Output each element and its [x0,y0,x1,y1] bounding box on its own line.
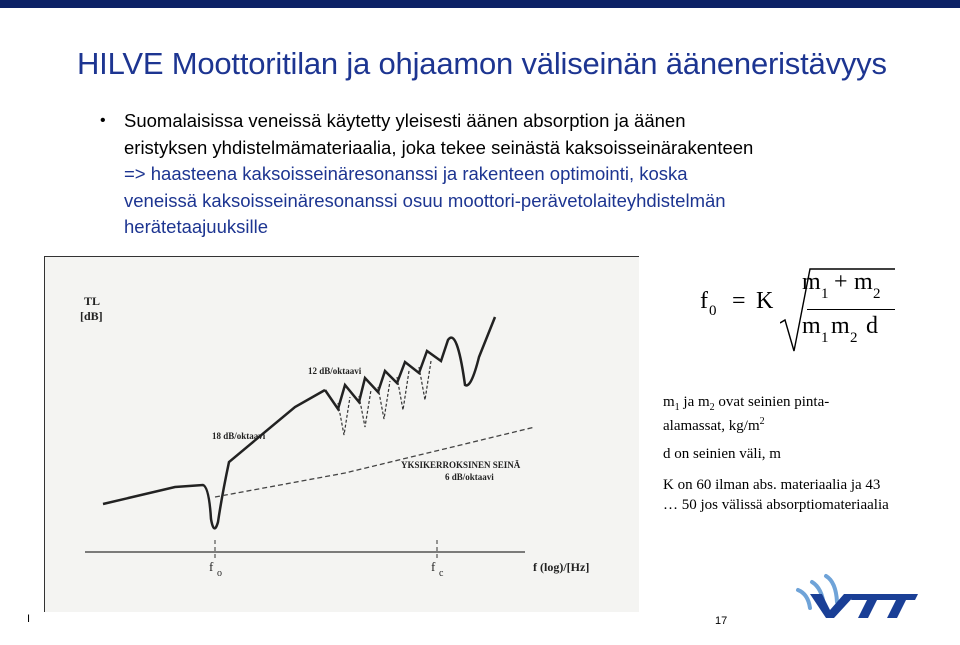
label-12db: 12 dB/oktaavi [308,366,362,376]
formula-den-m1: m [802,313,821,339]
desc-m1: m [663,394,675,410]
bullet-line-2: eristyksen yhdistelmämateriaalia, joka tekee seinästä kaksoisseinärakenteen [124,136,754,158]
x-label-f0: f [209,559,214,574]
label-single-wall: YKSIKERROKSINEN SEINÄ [401,460,521,470]
formula-num-m1: m [802,269,821,295]
fraction-bar [807,309,895,310]
resonance-formula [698,265,948,355]
desc-k-text-1: K on 60 ilman abs. materiaalia ja 43 [663,477,881,493]
y-axis-label-db: [dB] [80,309,103,323]
x-label-fc-sub: c [439,568,444,579]
formula-den-d: d [866,313,878,339]
desc-m2-sup: 2 [759,416,765,427]
formula-f-sub: 0 [709,303,717,319]
formula-num-m2: m [854,269,873,295]
desc-m2-sub: 2 [709,402,715,413]
desc-mass-line-2 [663,412,953,436]
vtt-logo [790,572,920,620]
transmission-loss-figure [44,256,639,612]
bullet-line-5: herätetaajuuksille [124,216,268,237]
bullet-dot: • [100,112,106,129]
top-bar [0,0,960,8]
bullet-text [124,108,950,241]
desc-d-line: d on seinien väli, m [663,446,781,462]
formula-den-m2: m [831,313,850,339]
bullet-line-1: Suomalaisissa veneissä käytetty yleisesti äänen absorption ja äänen [124,110,686,131]
desc-ja-m2: ja m [679,394,710,410]
label-18db: 18 dB/oktaavi [212,431,266,441]
formula-num-m1-sub: 1 [821,286,829,302]
tl-curve-svg [45,257,640,613]
formula-den-m1-sub: 1 [821,330,829,346]
bullet-line-4: veneissä kaksoisseinäresonanssi osuu moottori-perävetolaiteyhdistelmän [124,189,726,211]
bullet-point [100,108,950,241]
double-wall-curve-high [325,317,495,409]
double-wall-curve-low [103,390,325,528]
desc-distance [663,444,953,464]
desc-k-line-1 [663,475,953,495]
desc-k-text-2: … 50 jos välissä absorptiomateriaalia [663,497,889,513]
formula-num-m2-sub: 2 [873,286,881,302]
desc-pinta: ovat seinien pinta- [714,394,830,410]
page-number: 17 [715,615,728,627]
desc-m1-sub: 1 [674,402,680,413]
formula-f: f [700,288,708,314]
y-axis-label-tl: TL [84,294,101,308]
formula-plus: + [834,269,848,295]
label-6db: 6 dB/oktaavi [445,472,494,482]
formula-k: K [756,288,774,314]
bullet-line-3: => haasteena kaksoisseinäresonanssi ja rakenteen optimointi, koska [124,163,688,184]
formula-den-m2-sub: 2 [850,330,858,346]
x-label-fc: f [431,559,436,574]
x-label-f0-sub: o [217,568,222,579]
x-axis-label: f (log)/[Hz] [533,560,590,574]
corner-mark: I [27,613,31,625]
desc-alamassat: alamassat, kg/m [663,418,760,434]
slide-title: HILVE Moottoritilan ja ohjaamon väliseinän ääneneristävyys [77,46,887,81]
formula-equals: = [732,288,746,314]
desc-k-line-2 [663,495,953,515]
